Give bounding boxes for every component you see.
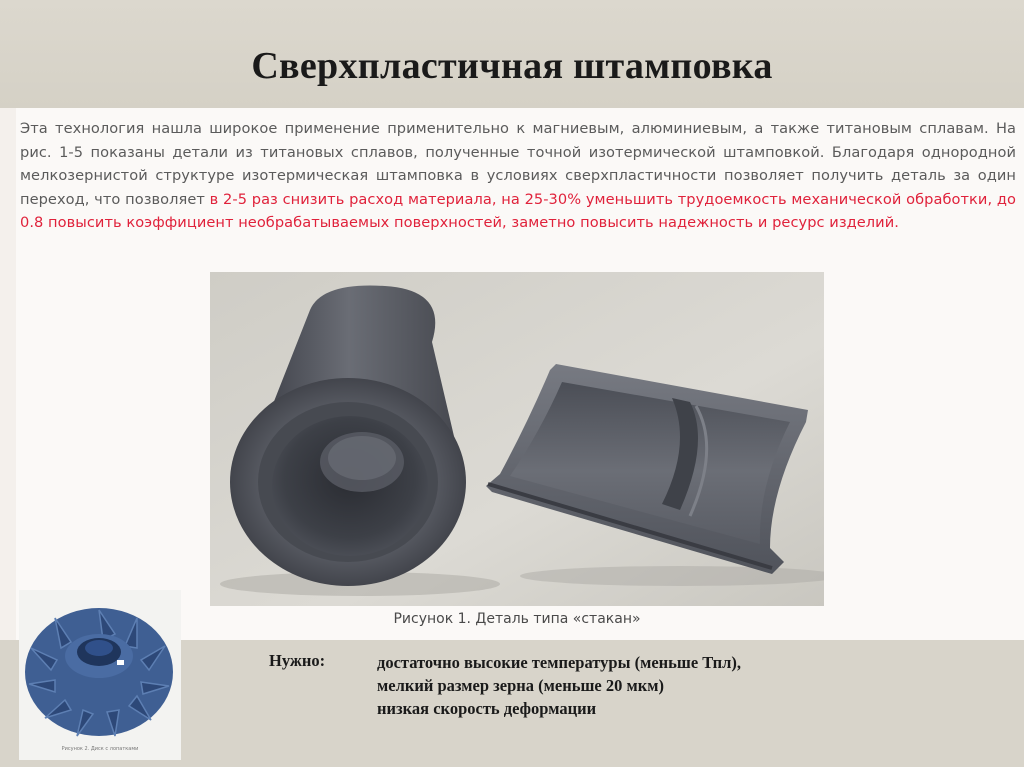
requirements-list (377, 651, 897, 720)
slide-title: Сверхпластичная штамповка (251, 45, 773, 87)
impeller-thumbnail (19, 590, 181, 760)
requirement-item: мелкий размер зерна (меньше 20 мкм) (377, 676, 664, 695)
requirement-item: низкая скорость деформации (377, 699, 597, 718)
cup-parts-photo (210, 272, 824, 606)
body-paragraph (20, 117, 1016, 235)
requirement-item: достаточно высокие температуры (меньше Тпл), (377, 653, 742, 672)
body-text: Эта технология нашла широкое применение применительно к магниевым, алюминиевым, а также титановым сплавам. На рис. 1-5 показаны детали из титановых сплавов, полученные точной изотермической штамповкой. Благодаря однородной мелкозернистой структуре изотермическая штамповка в условиях сверхпластичности позволяет получить деталь за один переход, что позволяет (20, 120, 1016, 208)
thumbnail-caption: Рисунок 2. Диск с лопатками (61, 746, 139, 752)
requirements-label: Нужно: (269, 651, 326, 670)
body-text-highlight: в 2-5 раз снизить расход материала, на 25-30% уменьшить трудоемкость механической обработки, до 0.8 повысить коэффициент необрабатываемых поверхностей, заметно повысить надежность и ресурс изделий. (20, 190, 1016, 231)
figure-caption: Рисунок 1. Деталь типа «стакан» (393, 611, 641, 627)
